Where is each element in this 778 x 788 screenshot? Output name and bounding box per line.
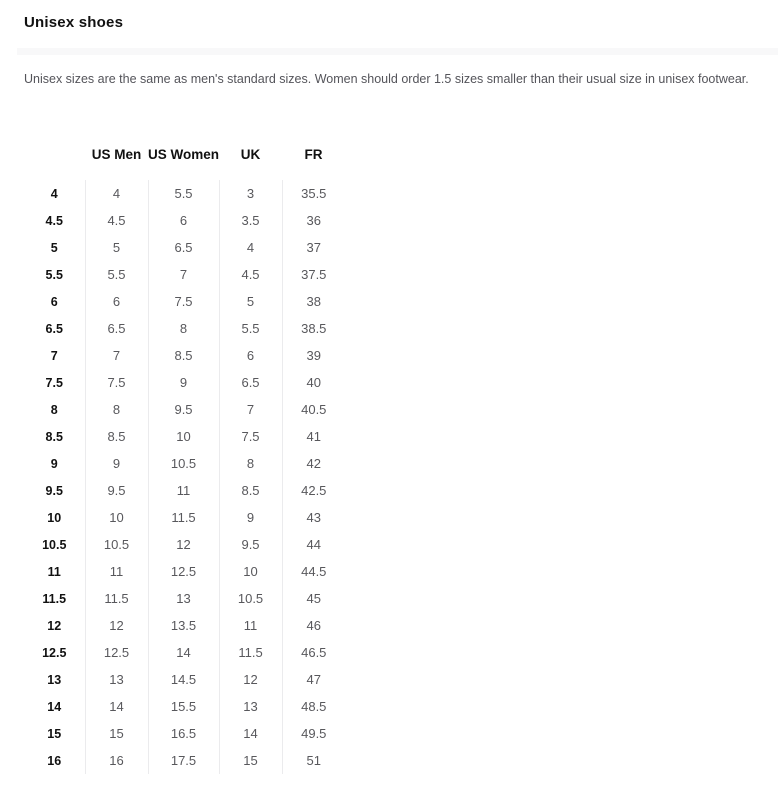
row-size-label: 8 xyxy=(50,402,58,417)
size-value-cell: 10 xyxy=(219,558,282,585)
size-value-cell: 39 xyxy=(282,342,345,369)
size-value-cell: 9.5 xyxy=(148,396,219,423)
table-row xyxy=(24,234,345,261)
size-value-cell: 6 xyxy=(148,207,219,234)
row-size-label: 6 xyxy=(50,294,58,309)
size-value-cell: 4 xyxy=(85,180,148,207)
row-size-label: 15 xyxy=(47,726,62,741)
size-value-cell: 5.5 xyxy=(148,180,219,207)
size-value-cell: 14 xyxy=(148,639,219,666)
table-corner-cell xyxy=(24,144,85,180)
size-value-cell: 15 xyxy=(219,747,282,774)
size-value-cell: 12 xyxy=(85,612,148,639)
row-size-label: 7.5 xyxy=(45,375,63,390)
row-size-label: 8.5 xyxy=(45,429,63,444)
size-value-cell: 10.5 xyxy=(85,531,148,558)
size-value-cell: 11 xyxy=(85,558,148,585)
section-divider xyxy=(17,48,778,55)
row-size-label: 6.5 xyxy=(45,321,63,336)
row-size-label: 16 xyxy=(47,753,62,768)
table-row xyxy=(24,504,345,531)
size-value-cell: 15 xyxy=(85,720,148,747)
row-size-label: 14 xyxy=(47,699,62,714)
size-value-cell: 38.5 xyxy=(282,315,345,342)
table-row xyxy=(24,666,345,693)
row-size-label: 10.5 xyxy=(42,537,67,552)
size-value-cell: 12 xyxy=(219,666,282,693)
size-value-cell: 40 xyxy=(282,369,345,396)
size-value-cell: 12.5 xyxy=(85,639,148,666)
row-size-label: 9.5 xyxy=(45,483,63,498)
size-value-cell: 8 xyxy=(219,450,282,477)
size-value-cell: 9.5 xyxy=(85,477,148,504)
row-size-label: 5 xyxy=(50,240,58,255)
table-row xyxy=(24,531,345,558)
size-value-cell: 11.5 xyxy=(219,639,282,666)
size-value-cell: 11.5 xyxy=(85,585,148,612)
size-value-cell: 9 xyxy=(148,369,219,396)
table-row xyxy=(24,288,345,315)
page-title: Unisex shoes xyxy=(24,14,124,31)
column-header-us-women: US Women xyxy=(148,146,220,162)
size-value-cell: 11.5 xyxy=(148,504,219,531)
size-value-cell: 6 xyxy=(219,342,282,369)
size-value-cell: 6.5 xyxy=(85,315,148,342)
size-value-cell: 8 xyxy=(85,396,148,423)
row-size-label: 9 xyxy=(50,456,58,471)
size-value-cell: 44 xyxy=(282,531,345,558)
size-value-cell: 4 xyxy=(219,234,282,261)
size-table-body xyxy=(24,180,345,774)
size-value-cell: 5.5 xyxy=(219,315,282,342)
size-value-cell: 7.5 xyxy=(148,288,219,315)
size-value-cell: 4.5 xyxy=(219,261,282,288)
size-value-cell: 46.5 xyxy=(282,639,345,666)
size-value-cell: 16.5 xyxy=(148,720,219,747)
size-value-cell: 10 xyxy=(85,504,148,531)
row-size-label: 4.5 xyxy=(45,213,63,228)
size-value-cell: 35.5 xyxy=(282,180,345,207)
size-value-cell: 17.5 xyxy=(148,747,219,774)
size-guide-description: Unisex sizes are the same as men's standard sizes. Women should order 1.5 sizes smaller than their usual size in unisex footwear. xyxy=(24,72,749,86)
size-value-cell: 3.5 xyxy=(219,207,282,234)
size-value-cell: 10.5 xyxy=(219,585,282,612)
size-value-cell: 8 xyxy=(148,315,219,342)
table-row xyxy=(24,585,345,612)
size-value-cell: 9 xyxy=(85,450,148,477)
table-row xyxy=(24,720,345,747)
table-row xyxy=(24,342,345,369)
size-value-cell: 8.5 xyxy=(85,423,148,450)
size-value-cell: 51 xyxy=(282,747,345,774)
size-value-cell: 44.5 xyxy=(282,558,345,585)
table-row xyxy=(24,477,345,504)
size-value-cell: 13 xyxy=(219,693,282,720)
size-value-cell: 48.5 xyxy=(282,693,345,720)
size-value-cell: 5.5 xyxy=(85,261,148,288)
size-value-cell: 12 xyxy=(148,531,219,558)
size-value-cell: 14 xyxy=(85,693,148,720)
table-header-row xyxy=(24,144,345,180)
size-value-cell: 8.5 xyxy=(148,342,219,369)
size-value-cell: 42 xyxy=(282,450,345,477)
row-size-label: 7 xyxy=(50,348,58,363)
table-row xyxy=(24,180,345,207)
size-value-cell: 7.5 xyxy=(85,369,148,396)
table-row xyxy=(24,207,345,234)
row-size-label: 12.5 xyxy=(42,645,67,660)
size-value-cell: 13.5 xyxy=(148,612,219,639)
size-value-cell: 11 xyxy=(148,477,219,504)
size-value-cell: 47 xyxy=(282,666,345,693)
row-size-label: 5.5 xyxy=(45,267,63,282)
table-row xyxy=(24,450,345,477)
table-row xyxy=(24,396,345,423)
size-value-cell: 36 xyxy=(282,207,345,234)
row-size-label: 4 xyxy=(50,186,58,201)
size-value-cell: 14 xyxy=(219,720,282,747)
size-value-cell: 5 xyxy=(85,234,148,261)
size-value-cell: 3 xyxy=(219,180,282,207)
column-header-us-men: US Men xyxy=(91,146,142,162)
size-value-cell: 7.5 xyxy=(219,423,282,450)
column-header-fr: FR xyxy=(304,146,323,162)
size-value-cell: 7 xyxy=(85,342,148,369)
table-row xyxy=(24,369,345,396)
size-value-cell: 37 xyxy=(282,234,345,261)
size-chart-table xyxy=(24,144,345,774)
size-value-cell: 8.5 xyxy=(219,477,282,504)
size-value-cell: 37.5 xyxy=(282,261,345,288)
size-value-cell: 43 xyxy=(282,504,345,531)
size-value-cell: 14.5 xyxy=(148,666,219,693)
size-value-cell: 13 xyxy=(85,666,148,693)
size-value-cell: 4.5 xyxy=(85,207,148,234)
size-value-cell: 6.5 xyxy=(219,369,282,396)
row-size-label: 12 xyxy=(47,618,62,633)
size-value-cell: 38 xyxy=(282,288,345,315)
table-row xyxy=(24,423,345,450)
size-value-cell: 10 xyxy=(148,423,219,450)
row-size-label: 13 xyxy=(47,672,62,687)
size-value-cell: 42.5 xyxy=(282,477,345,504)
row-size-label: 10 xyxy=(47,510,62,525)
column-header-uk: UK xyxy=(240,146,261,162)
size-value-cell: 13 xyxy=(148,585,219,612)
size-value-cell: 5 xyxy=(219,288,282,315)
table-row xyxy=(24,747,345,774)
table-row xyxy=(24,693,345,720)
table-row xyxy=(24,558,345,585)
table-row xyxy=(24,612,345,639)
size-value-cell: 6.5 xyxy=(148,234,219,261)
size-value-cell: 9.5 xyxy=(219,531,282,558)
size-value-cell: 6 xyxy=(85,288,148,315)
table-row xyxy=(24,261,345,288)
row-size-label: 11 xyxy=(47,564,61,579)
size-value-cell: 49.5 xyxy=(282,720,345,747)
row-size-label: 11.5 xyxy=(42,591,67,606)
size-value-cell: 45 xyxy=(282,585,345,612)
size-value-cell: 41 xyxy=(282,423,345,450)
size-value-cell: 15.5 xyxy=(148,693,219,720)
size-value-cell: 46 xyxy=(282,612,345,639)
table-row xyxy=(24,315,345,342)
size-value-cell: 11 xyxy=(219,612,282,639)
size-value-cell: 12.5 xyxy=(148,558,219,585)
size-value-cell: 40.5 xyxy=(282,396,345,423)
size-value-cell: 9 xyxy=(219,504,282,531)
size-value-cell: 16 xyxy=(85,747,148,774)
size-value-cell: 7 xyxy=(219,396,282,423)
size-value-cell: 10.5 xyxy=(148,450,219,477)
size-value-cell: 7 xyxy=(148,261,219,288)
table-row xyxy=(24,639,345,666)
